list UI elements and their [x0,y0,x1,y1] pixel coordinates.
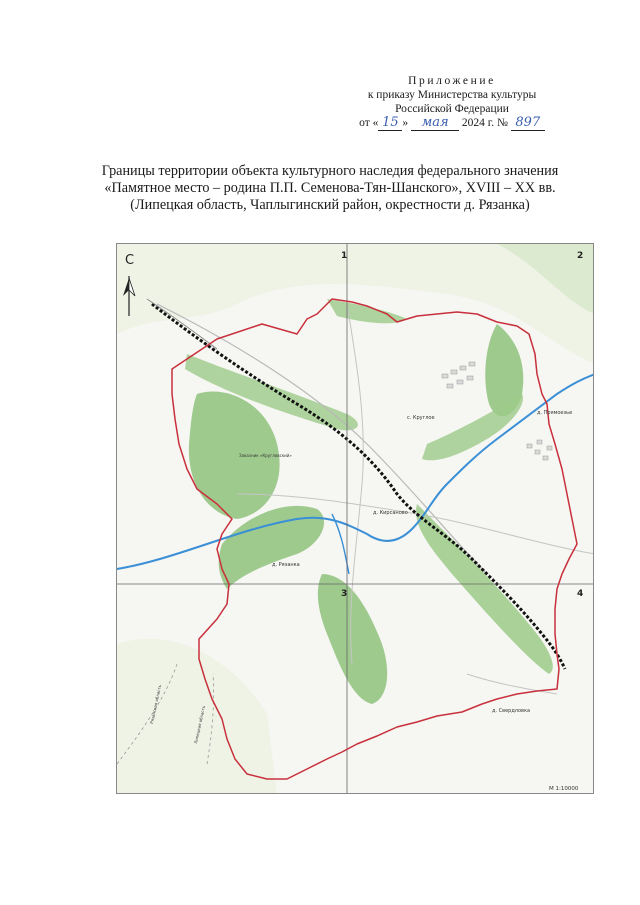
document-title [60,163,600,214]
handwritten-number: 897 [511,116,545,131]
map-canvas [117,244,594,794]
appendix-order-line: к приказу Министерства культуры [367,89,537,101]
sheet-number-3: 3 [341,589,348,599]
sheet-number-2: 2 [577,251,584,261]
forest-south-central [318,574,387,704]
label-ryazanka: д. Рязанка [272,562,300,568]
date-prefix: от « [359,117,379,129]
title-line-1: Границы территории объекта культурного наследия федерального значения [101,163,559,179]
field-patch [117,244,594,364]
sheet-number-4: 4 [577,589,584,599]
label-forest: Заказник «Кругловский» [239,453,292,458]
handwritten-day: 15 [378,116,402,131]
boundary-map [116,243,594,794]
sheet-number-1: 1 [341,251,348,261]
label-sverdlovka: д. Свердловка [492,708,531,714]
label-region-2: Липецкая область [193,705,207,745]
north-label: С [125,253,135,268]
label-region-1: Рязанская область [149,684,163,725]
map-scale: М 1:10000 [549,786,579,792]
appendix-ministry-line: Российской Федерации [395,103,509,115]
forest-valley [422,394,523,460]
field-patch [117,639,277,794]
title-line-2: «Памятное место – родина П.П. Семенова-Тян-Шанского», XVIII – XX вв. [104,180,556,196]
handwritten-month: мая [411,116,459,131]
label-krugloe: с. Круглое [407,415,435,421]
label-kirsanovo: д. Кирсаново [373,510,408,516]
appendix-date-line [322,116,582,131]
appendix-block [322,74,582,131]
appendix-heading: Приложение [408,75,496,87]
date-year: 2024 г. № [461,117,508,129]
date-quote: » [402,117,409,129]
title-line-3: (Липецкая область, Чаплыгинский район, окрестности д. Рязанка) [130,197,530,213]
label-pryamoe: д. Прямоезье [537,410,573,416]
